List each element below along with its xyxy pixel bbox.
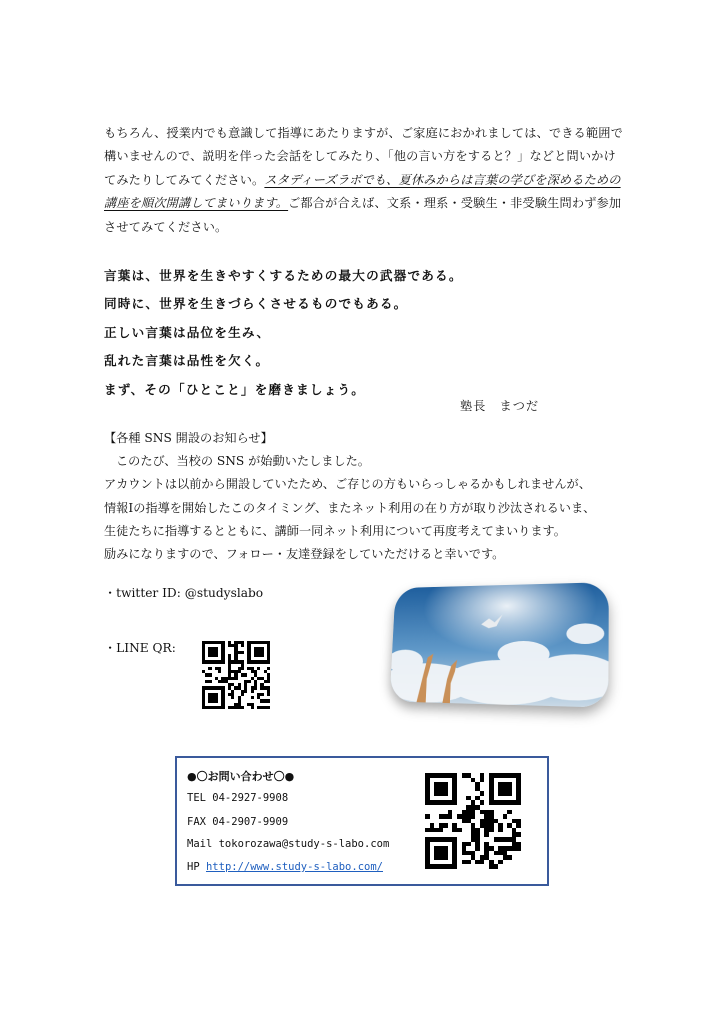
twitter-id: ・twitter ID: @studyslabo [104,586,264,600]
notice-line: 励みになりますので、フォロー・友達登録をしていただけると幸いです。 [104,547,505,562]
notice-line: 生徒たちに指導するとともに、講師一同ネット利用について再度考えてまいります。 [104,523,566,538]
intro-text-1: もちろん、授業内でも意識して指導にあたりますが、ご家庭におかれましては、できる範囲で構いませんので、説明を伴った会話をしてみたり、「他の言い方をすると？」などと問いかけてみたりしてみてください。 [104,126,623,187]
notice-line: 情報Ⅰの指導を開始したこのタイミング、またネット利用の在り方が取り沙汰されるいま、 [104,500,596,515]
notice-line: アカウントは以前から開設していたため、ご存じの方もいらっしゃるかもしれませんが、 [104,477,591,492]
contact-qr-code-icon[interactable] [425,773,521,869]
contact-hp-link[interactable]: http://www.study-s-labo.com/ [205,861,383,873]
contact-title: ●〇お問い合わせ〇● [187,770,295,783]
motto-block [104,262,524,404]
contact-hp-label: HP [187,861,200,873]
qr-module [267,706,270,709]
intro-paragraph [104,122,624,239]
motto-line: まず、その「ひとこと」を磨きましょう。 [104,381,366,397]
contact-mail[interactable]: Mail tokorozawa@study-s-labo.com [187,838,390,850]
sns-notice [104,427,624,566]
contact-tel[interactable]: TEL 04-2927-9908 [187,792,289,804]
intro-emphasis: スタディーズラボでも、夏休みからは言葉の学びを深めるための講座を順次開講してまいります。 [104,172,621,211]
line-qr-label: ・LINE QR: [104,641,176,655]
notice-line: このたび、当校の SNS が始動いたしました。 [116,454,370,469]
motto-line: 言葉は、世界を生きやすくするための最大の武器である。 [104,268,463,283]
motto-line: 乱れた言葉は品性を欠く。 [104,353,270,369]
notice-heading: 【各種 SNS 開設のお知らせ】 [104,431,273,445]
sky-photo [390,582,609,708]
qr-module [516,864,521,869]
contact-fax: FAX 04-2907-9909 [187,816,289,828]
motto-line: 同時に、世界を生きづらくさせるものでもある。 [104,296,408,312]
line-qr-code-icon[interactable] [202,641,270,709]
intro-text-2: ご都合が合えば、文系・理系・受験生・非受験生問わず参加させてみてください。 [104,196,622,234]
motto-line: 正しい言葉は品位を生み、 [104,324,271,340]
signature: 塾長 まつだ [460,399,540,413]
contact-hp [187,861,383,873]
